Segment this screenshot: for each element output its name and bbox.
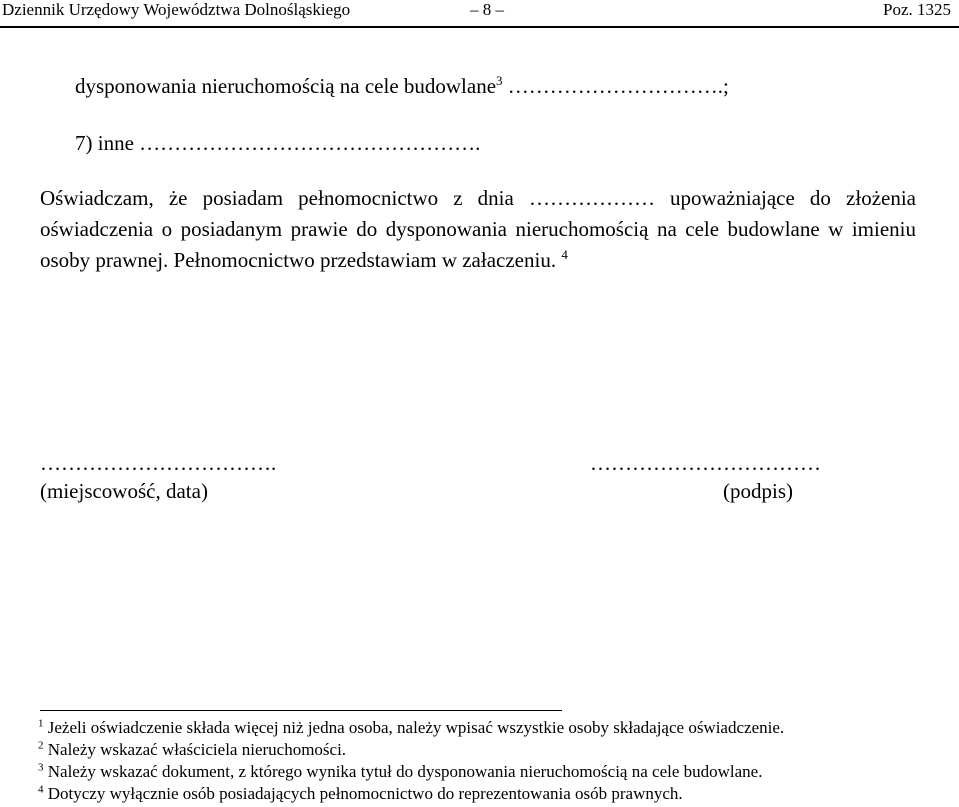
list-item-6 — [75, 73, 729, 99]
header-divider — [0, 26, 959, 28]
footnote-number: 2 — [38, 739, 44, 752]
page-number: – 8 – — [470, 0, 504, 19]
footnote-ref-4: 4 — [561, 247, 568, 262]
footnote-number: 3 — [38, 761, 44, 774]
signature-field: …………………………… — [590, 451, 821, 475]
footnote-2 — [38, 739, 346, 761]
place-date-label: (miejscowość, data) — [40, 479, 208, 503]
footnote-1 — [38, 717, 784, 739]
signature-label: (podpis) — [723, 479, 793, 503]
footnote-text: Należy wskazać właściciela nieruchomości. — [43, 740, 347, 759]
footnote-number: 4 — [38, 783, 44, 796]
footnote-divider — [40, 710, 562, 711]
declaration-paragraph — [40, 183, 916, 276]
declaration-text: Oświadczam, że posiadam pełnomocnictwo z dnia ……………… upoważniające do złożenia oświadczenia o posiadanym prawie do dysponowania nieruchomością na cele budowlane w imieniu osoby prawnej. Pełnomocnictwo przedstawiam w załaczeniu. — [40, 186, 916, 272]
list-item-7: 7) inne …………………………………………. — [75, 131, 481, 155]
position-number: Poz. 1325 — [883, 0, 951, 19]
footnote-4 — [38, 783, 683, 805]
footnote-number: 1 — [38, 717, 44, 730]
footnote-ref-3: 3 — [496, 73, 503, 88]
footnote-text: Dotyczy wyłącznie osób posiadających pełnomocnictwo do reprezentowania osób prawnych. — [43, 784, 683, 803]
place-date-field: ……………………………. — [40, 451, 277, 475]
footnote-text: Jeżeli oświadczenie składa więcej niż jedna osoba, należy wpisać wszystkie osoby składające oświadczenie. — [43, 718, 785, 737]
footnote-text: Należy wskazać dokument, z którego wynika tytuł do dysponowania nieruchomością na cele budowlane. — [43, 762, 763, 781]
list-item-6-text: dysponowania nieruchomością na cele budowlane — [75, 74, 497, 98]
list-item-6-fill: ………………………….; — [502, 74, 729, 98]
footnote-3 — [38, 761, 762, 783]
journal-title: Dziennik Urzędowy Województwa Dolnośląskiego — [2, 0, 351, 19]
